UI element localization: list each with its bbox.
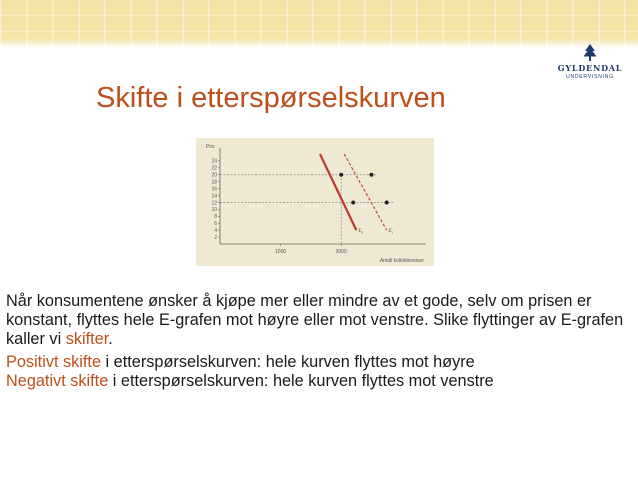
highlight-skifter: skifter: [65, 330, 109, 348]
slide-title: Skifte i etterspørselskurven: [96, 82, 446, 114]
y-axis-label: Pris: [206, 144, 215, 150]
paragraph-definition-end: .: [108, 330, 113, 348]
series-label-E0: $E_0$: [358, 229, 364, 235]
series-label-subscript: 0: [361, 230, 364, 235]
y-tick-label: 10: [211, 207, 217, 214]
gyldendal-logo: [548, 44, 632, 90]
data-point: [339, 173, 343, 177]
highlight-negative-shift: Negativt skifte: [6, 372, 109, 390]
x-axis-label: Antall kollektivreiser: [379, 258, 424, 264]
data-point: [369, 173, 373, 177]
y-tick-label: 20: [211, 172, 217, 179]
series-label-subscript: 1: [391, 230, 394, 235]
logo-subtitle: UNDERVISNING: [566, 74, 614, 80]
positive-shift-text: i etterspørselskurven: hele kurven flyttes mot høyre: [101, 353, 475, 371]
demand-shift-chart: [196, 138, 434, 266]
paragraph-definition: [6, 292, 626, 349]
x-tick-label: 1000: [275, 249, 287, 255]
x-tick-label: 2000: [335, 249, 347, 255]
series-label-E1: $E_1$: [388, 229, 394, 235]
y-tick-label: 6: [214, 221, 217, 228]
y-tick-label: 24: [211, 158, 217, 165]
logo-name: GYLDENDAL: [557, 63, 623, 73]
paragraph-positive-shift: [6, 353, 626, 372]
y-tick-label: 16: [211, 186, 217, 193]
slide-body: [6, 292, 626, 391]
top-decorative-band: [0, 0, 638, 48]
data-point: [385, 200, 389, 204]
y-tick-label: 4: [214, 227, 217, 234]
y-tick-label: 8: [214, 214, 217, 221]
highlight-positive-shift: Positivt skifte: [6, 353, 102, 371]
y-tick-label: 14: [211, 193, 217, 200]
chart-svg: [196, 138, 434, 266]
y-tick-label: 22: [211, 165, 217, 172]
paragraph-definition-text: Når konsumentene ønsker å kjøpe mer eller mindre av et gode, selv om prisen er konstant, flyttes hele E-grafen mot høyre eller mot venstre. Slike flyttinger av E-grafen kaller vi: [6, 292, 624, 348]
y-tick-label: 12: [211, 200, 217, 207]
tree-icon: [582, 44, 598, 62]
data-point: [351, 200, 355, 204]
negative-shift-text: i etterspørselskurven: hele kurven flyttes mot venstre: [108, 372, 494, 390]
y-tick-label: 18: [211, 179, 217, 186]
paragraph-negative-shift: [6, 372, 626, 391]
y-tick-label: 2: [214, 234, 217, 241]
series-line-E0: [320, 154, 356, 230]
